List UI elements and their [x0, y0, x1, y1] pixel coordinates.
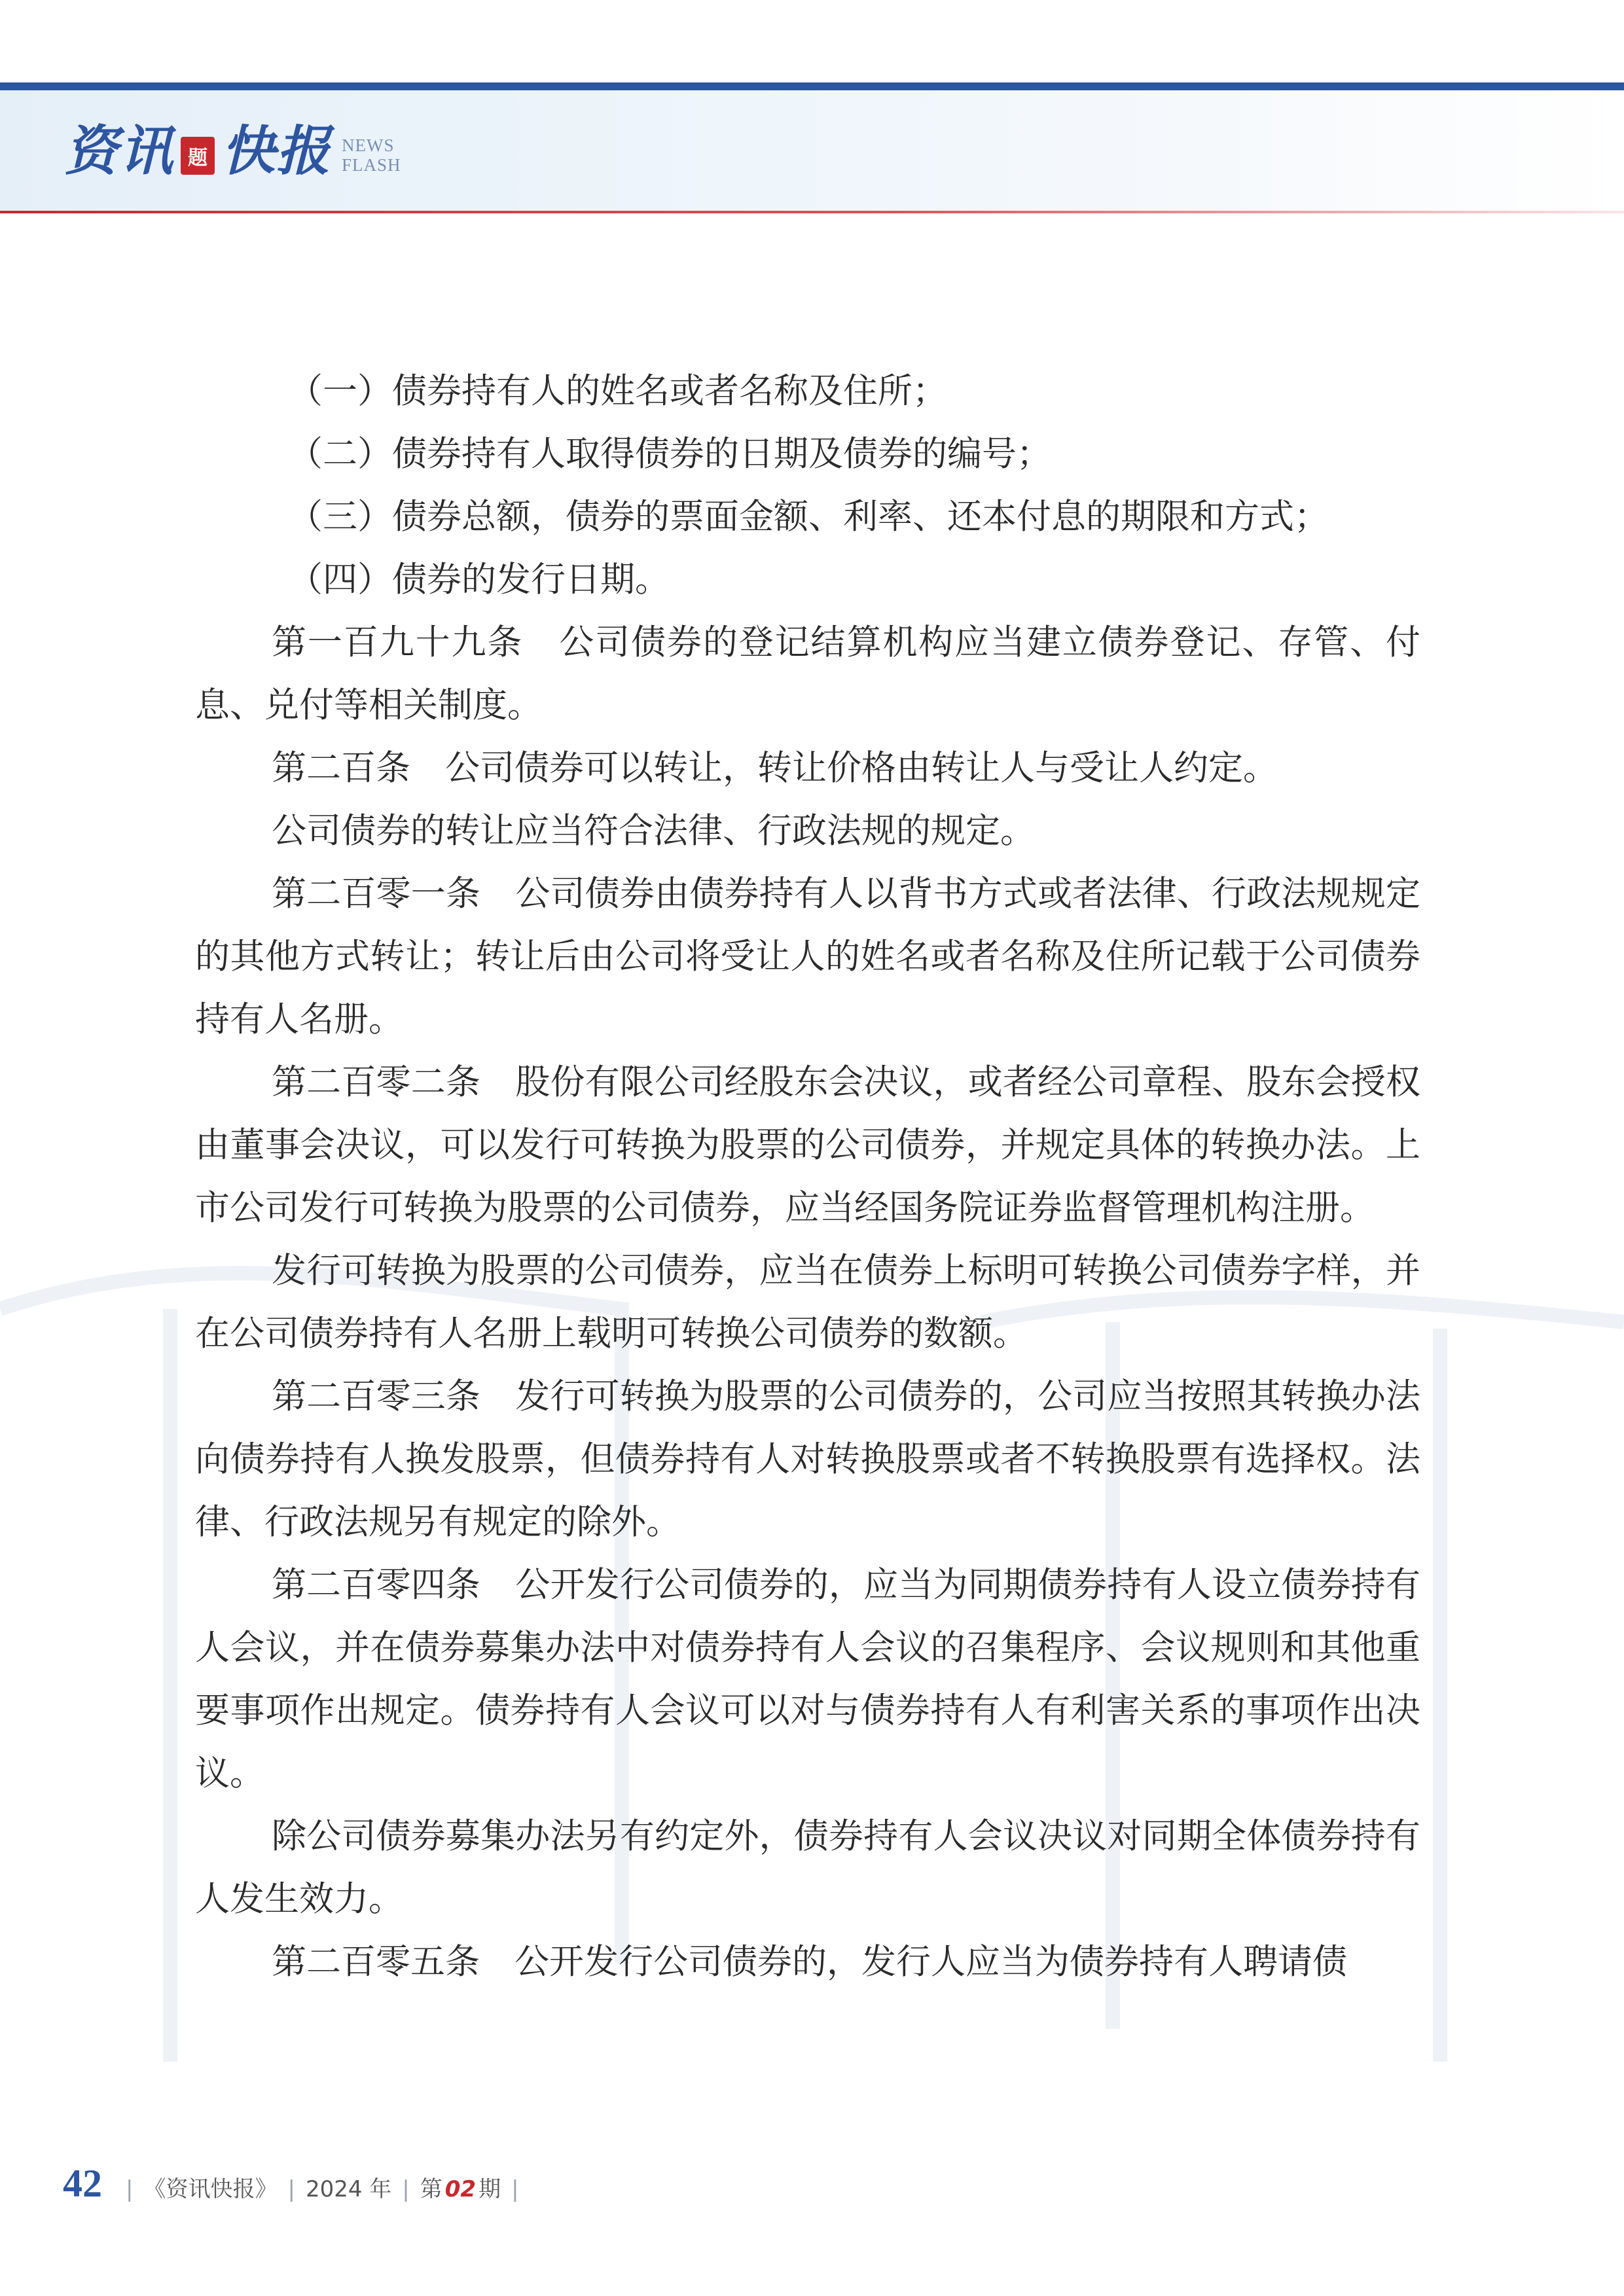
body-paragraph: 第二百零一条 公司债券由债券持有人以背书方式或者法律、行政法规规定的其他方式转让；转让后由公司将受让人的姓名或者名称及住所记载于公司债券持有人名册。	[195, 874, 1420, 1039]
body-paragraph: 第二百零五条 公开发行公司债券的，发行人应当为债券持有人聘请债	[272, 1942, 1347, 1982]
masthead-logo	[64, 115, 401, 187]
body-paragraph: 发行可转换为股票的公司债券，应当在债券上标明可转换公司债券字样，并在公司债券持有人名册上载明可转换公司债券的数额。	[195, 1251, 1420, 1354]
footer-separator: |	[287, 2176, 295, 2202]
news-flash-label	[342, 135, 401, 175]
body-paragraph: 第二百零三条 发行可转换为股票的公司债券的，公司应当按照其转换办法向债券持有人换发股票，但债券持有人对转换股票或者不转换股票有选择权。法律、行政法规另有规定的除外。	[195, 1376, 1420, 1542]
masthead-title-part2: 快报	[221, 120, 331, 183]
masthead-seal	[181, 137, 215, 175]
footer-issue-number: 02	[444, 2176, 477, 2202]
enumerated-item: （二）债券持有人取得债券的日期及债券的编号；	[288, 434, 1051, 474]
article-body	[195, 360, 1420, 1994]
body-paragraph: 第二百零四条 公开发行公司债券的，应当为同期债券持有人设立债券持有人会议，并在债券募集办法中对债券持有人会议的召集程序、会议规则和其他重要事项作出规定。债券持有人会议可以对与债券持有人有利害关系的事项作出决议。	[195, 1565, 1420, 1793]
header-red-rule	[0, 211, 1624, 213]
enumerated-item: （四）债券的发行日期。	[288, 560, 670, 600]
enumerated-item: （一）债券持有人的姓名或者名称及住所；	[288, 371, 947, 411]
body-paragraph: 公司债券的转让应当符合法律、行政法规的规定。	[272, 811, 1035, 851]
page-number: 42	[63, 2162, 102, 2205]
body-paragraph: 除公司债券募集办法另有约定外，债券持有人会议决议对同期全体债券持有人发生效力。	[195, 1816, 1420, 1919]
footer-separator: |	[402, 2176, 410, 2202]
enumerated-item: （三）债券总额，债券的票面金额、利率、还本付息的期限和方式；	[288, 497, 1329, 537]
footer-issue-suffix: 期	[478, 2176, 501, 2202]
flash-label: FLASH	[342, 155, 401, 175]
masthead-seal-text: 题	[188, 147, 208, 170]
footer-separator: |	[511, 2176, 519, 2202]
footer-issue-prefix: 第	[420, 2176, 442, 2202]
masthead-title-part1: 资讯	[64, 120, 174, 183]
body-paragraph: 第二百零二条 股份有限公司经股东会决议，或者经公司章程、股东会授权由董事会决议，可以发行可转换为股票的公司债券，并规定具体的转换办法。上市公司发行可转换为股票的公司债券，应当经国务院证券监督管理机构注册。	[195, 1062, 1420, 1228]
header-top-rule	[0, 82, 1624, 90]
body-paragraph: 第二百条 公司债券可以转让，转让价格由转让人与受让人约定。	[272, 748, 1278, 788]
footer-year: 2024 年	[305, 2176, 392, 2202]
body-paragraph: 第一百九十九条 公司债券的登记结算机构应当建立债券登记、存管、付息、兑付等相关制度。	[195, 622, 1420, 725]
news-label: NEWS	[342, 135, 395, 155]
page-footer	[63, 2161, 530, 2214]
footer-publication: 《资讯快报》	[143, 2176, 278, 2202]
footer-separator: |	[126, 2176, 134, 2202]
